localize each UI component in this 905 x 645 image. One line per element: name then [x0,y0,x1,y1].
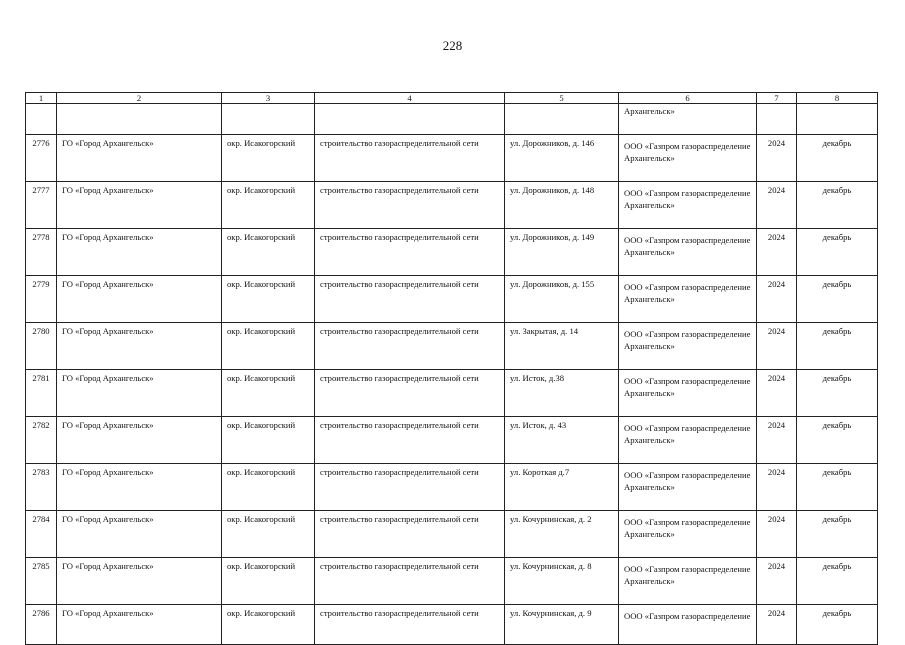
district-cell: окр. Исакогорский [222,135,315,182]
row-number-cell: 2777 [26,182,57,229]
work-type-cell: строительство газораспределительной сети [315,605,505,645]
table-row [26,182,878,229]
month-cell: декабрь [797,323,878,370]
year-cell: 2024 [757,276,797,323]
organization-cell: ООО «Газпром газораспределение Архангельск» [619,323,757,370]
table-cell [505,104,619,135]
table-cell [26,104,57,135]
table-row [26,276,878,323]
work-type-cell: строительство газораспределительной сети [315,370,505,417]
year-cell: 2024 [757,417,797,464]
year-cell: 2024 [757,182,797,229]
work-type-cell: строительство газораспределительной сети [315,558,505,605]
organization-cell: ООО «Газпром газораспределение Архангельск» [619,464,757,511]
year-cell: 2024 [757,370,797,417]
address-cell: ул. Дорожников, д. 148 [505,182,619,229]
row-number-cell: 2784 [26,511,57,558]
municipality-cell: ГО «Город Архангельск» [57,558,222,605]
district-cell: окр. Исакогорский [222,229,315,276]
district-cell: окр. Исакогорский [222,370,315,417]
organization-cell: ООО «Газпром газораспределение Архангельск» [619,135,757,182]
work-type-cell: строительство газораспределительной сети [315,182,505,229]
district-cell: окр. Исакогорский [222,558,315,605]
year-cell: 2024 [757,135,797,182]
organization-cell: ООО «Газпром газораспределение [619,605,757,645]
district-cell: окр. Исакогорский [222,323,315,370]
address-cell: ул. Исток, д. 43 [505,417,619,464]
table-row [26,558,878,605]
gas-network-schedule-table [25,92,878,645]
table-row [26,511,878,558]
column-header: 1 [26,93,57,104]
column-header: 7 [757,93,797,104]
municipality-cell: ГО «Город Архангельск» [57,182,222,229]
column-header: 2 [57,93,222,104]
column-header: 4 [315,93,505,104]
table-row [26,229,878,276]
month-cell: декабрь [797,605,878,645]
municipality-cell: ГО «Город Архангельск» [57,229,222,276]
month-cell: декабрь [797,135,878,182]
work-type-cell: строительство газораспределительной сети [315,229,505,276]
month-cell: декабрь [797,417,878,464]
address-cell: ул. Закрытая, д. 14 [505,323,619,370]
municipality-cell: ГО «Город Архангельск» [57,370,222,417]
organization-cell: ООО «Газпром газораспределение Архангельск» [619,229,757,276]
row-number-cell: 2786 [26,605,57,645]
table-row [26,135,878,182]
year-cell: 2024 [757,558,797,605]
address-cell: ул. Кочурнинская, д. 9 [505,605,619,645]
table-row [26,605,878,645]
table-cell [757,104,797,135]
address-cell: ул. Дорожников, д. 149 [505,229,619,276]
municipality-cell: ГО «Город Архангельск» [57,417,222,464]
work-type-cell: строительство газораспределительной сети [315,323,505,370]
table-cell [222,104,315,135]
table-cell [315,104,505,135]
row-number-cell: 2779 [26,276,57,323]
year-cell: 2024 [757,605,797,645]
address-cell: ул. Исток, д.38 [505,370,619,417]
table-row [26,417,878,464]
municipality-cell: ГО «Город Архангельск» [57,323,222,370]
column-header: 8 [797,93,878,104]
table-cell: Архангельск» [619,104,757,135]
table-cell [797,104,878,135]
continuation-row [26,104,878,135]
row-number-cell: 2780 [26,323,57,370]
municipality-cell: ГО «Город Архангельск» [57,464,222,511]
month-cell: декабрь [797,182,878,229]
month-cell: декабрь [797,276,878,323]
address-cell: ул. Дорожников, д. 155 [505,276,619,323]
year-cell: 2024 [757,464,797,511]
year-cell: 2024 [757,323,797,370]
month-cell: декабрь [797,464,878,511]
year-cell: 2024 [757,511,797,558]
column-header: 5 [505,93,619,104]
district-cell: окр. Исакогорский [222,276,315,323]
organization-cell: ООО «Газпром газораспределение Архангельск» [619,417,757,464]
work-type-cell: строительство газораспределительной сети [315,511,505,558]
work-type-cell: строительство газораспределительной сети [315,464,505,511]
month-cell: декабрь [797,229,878,276]
address-cell: ул. Дорожников, д. 146 [505,135,619,182]
table-row [26,323,878,370]
month-cell: декабрь [797,511,878,558]
column-number-header-row [26,93,878,104]
work-type-cell: строительство газораспределительной сети [315,276,505,323]
row-number-cell: 2782 [26,417,57,464]
district-cell: окр. Исакогорский [222,417,315,464]
district-cell: окр. Исакогорский [222,511,315,558]
district-cell: окр. Исакогорский [222,464,315,511]
organization-cell: ООО «Газпром газораспределение Архангельск» [619,182,757,229]
organization-cell: ООО «Газпром газораспределение Архангельск» [619,558,757,605]
address-cell: ул. Короткая д.7 [505,464,619,511]
table-row [26,464,878,511]
district-cell: окр. Исакогорский [222,605,315,645]
row-number-cell: 2781 [26,370,57,417]
municipality-cell: ГО «Город Архангельск» [57,135,222,182]
row-number-cell: 2783 [26,464,57,511]
district-cell: окр. Исакогорский [222,182,315,229]
column-header: 6 [619,93,757,104]
year-cell: 2024 [757,229,797,276]
month-cell: декабрь [797,558,878,605]
row-number-cell: 2776 [26,135,57,182]
organization-cell: ООО «Газпром газораспределение Архангельск» [619,370,757,417]
row-number-cell: 2778 [26,229,57,276]
municipality-cell: ГО «Город Архангельск» [57,276,222,323]
work-type-cell: строительство газораспределительной сети [315,135,505,182]
organization-cell: ООО «Газпром газораспределение Архангельск» [619,511,757,558]
page-number: 228 [442,38,463,53]
organization-cell: ООО «Газпром газораспределение Архангельск» [619,276,757,323]
row-number-cell: 2785 [26,558,57,605]
municipality-cell: ГО «Город Архангельск» [57,605,222,645]
table-row [26,370,878,417]
address-cell: ул. Кочурнинская, д. 2 [505,511,619,558]
table-cell [57,104,222,135]
month-cell: декабрь [797,370,878,417]
column-header: 3 [222,93,315,104]
work-type-cell: строительство газораспределительной сети [315,417,505,464]
municipality-cell: ГО «Город Архангельск» [57,511,222,558]
address-cell: ул. Кочурнинская, д. 8 [505,558,619,605]
